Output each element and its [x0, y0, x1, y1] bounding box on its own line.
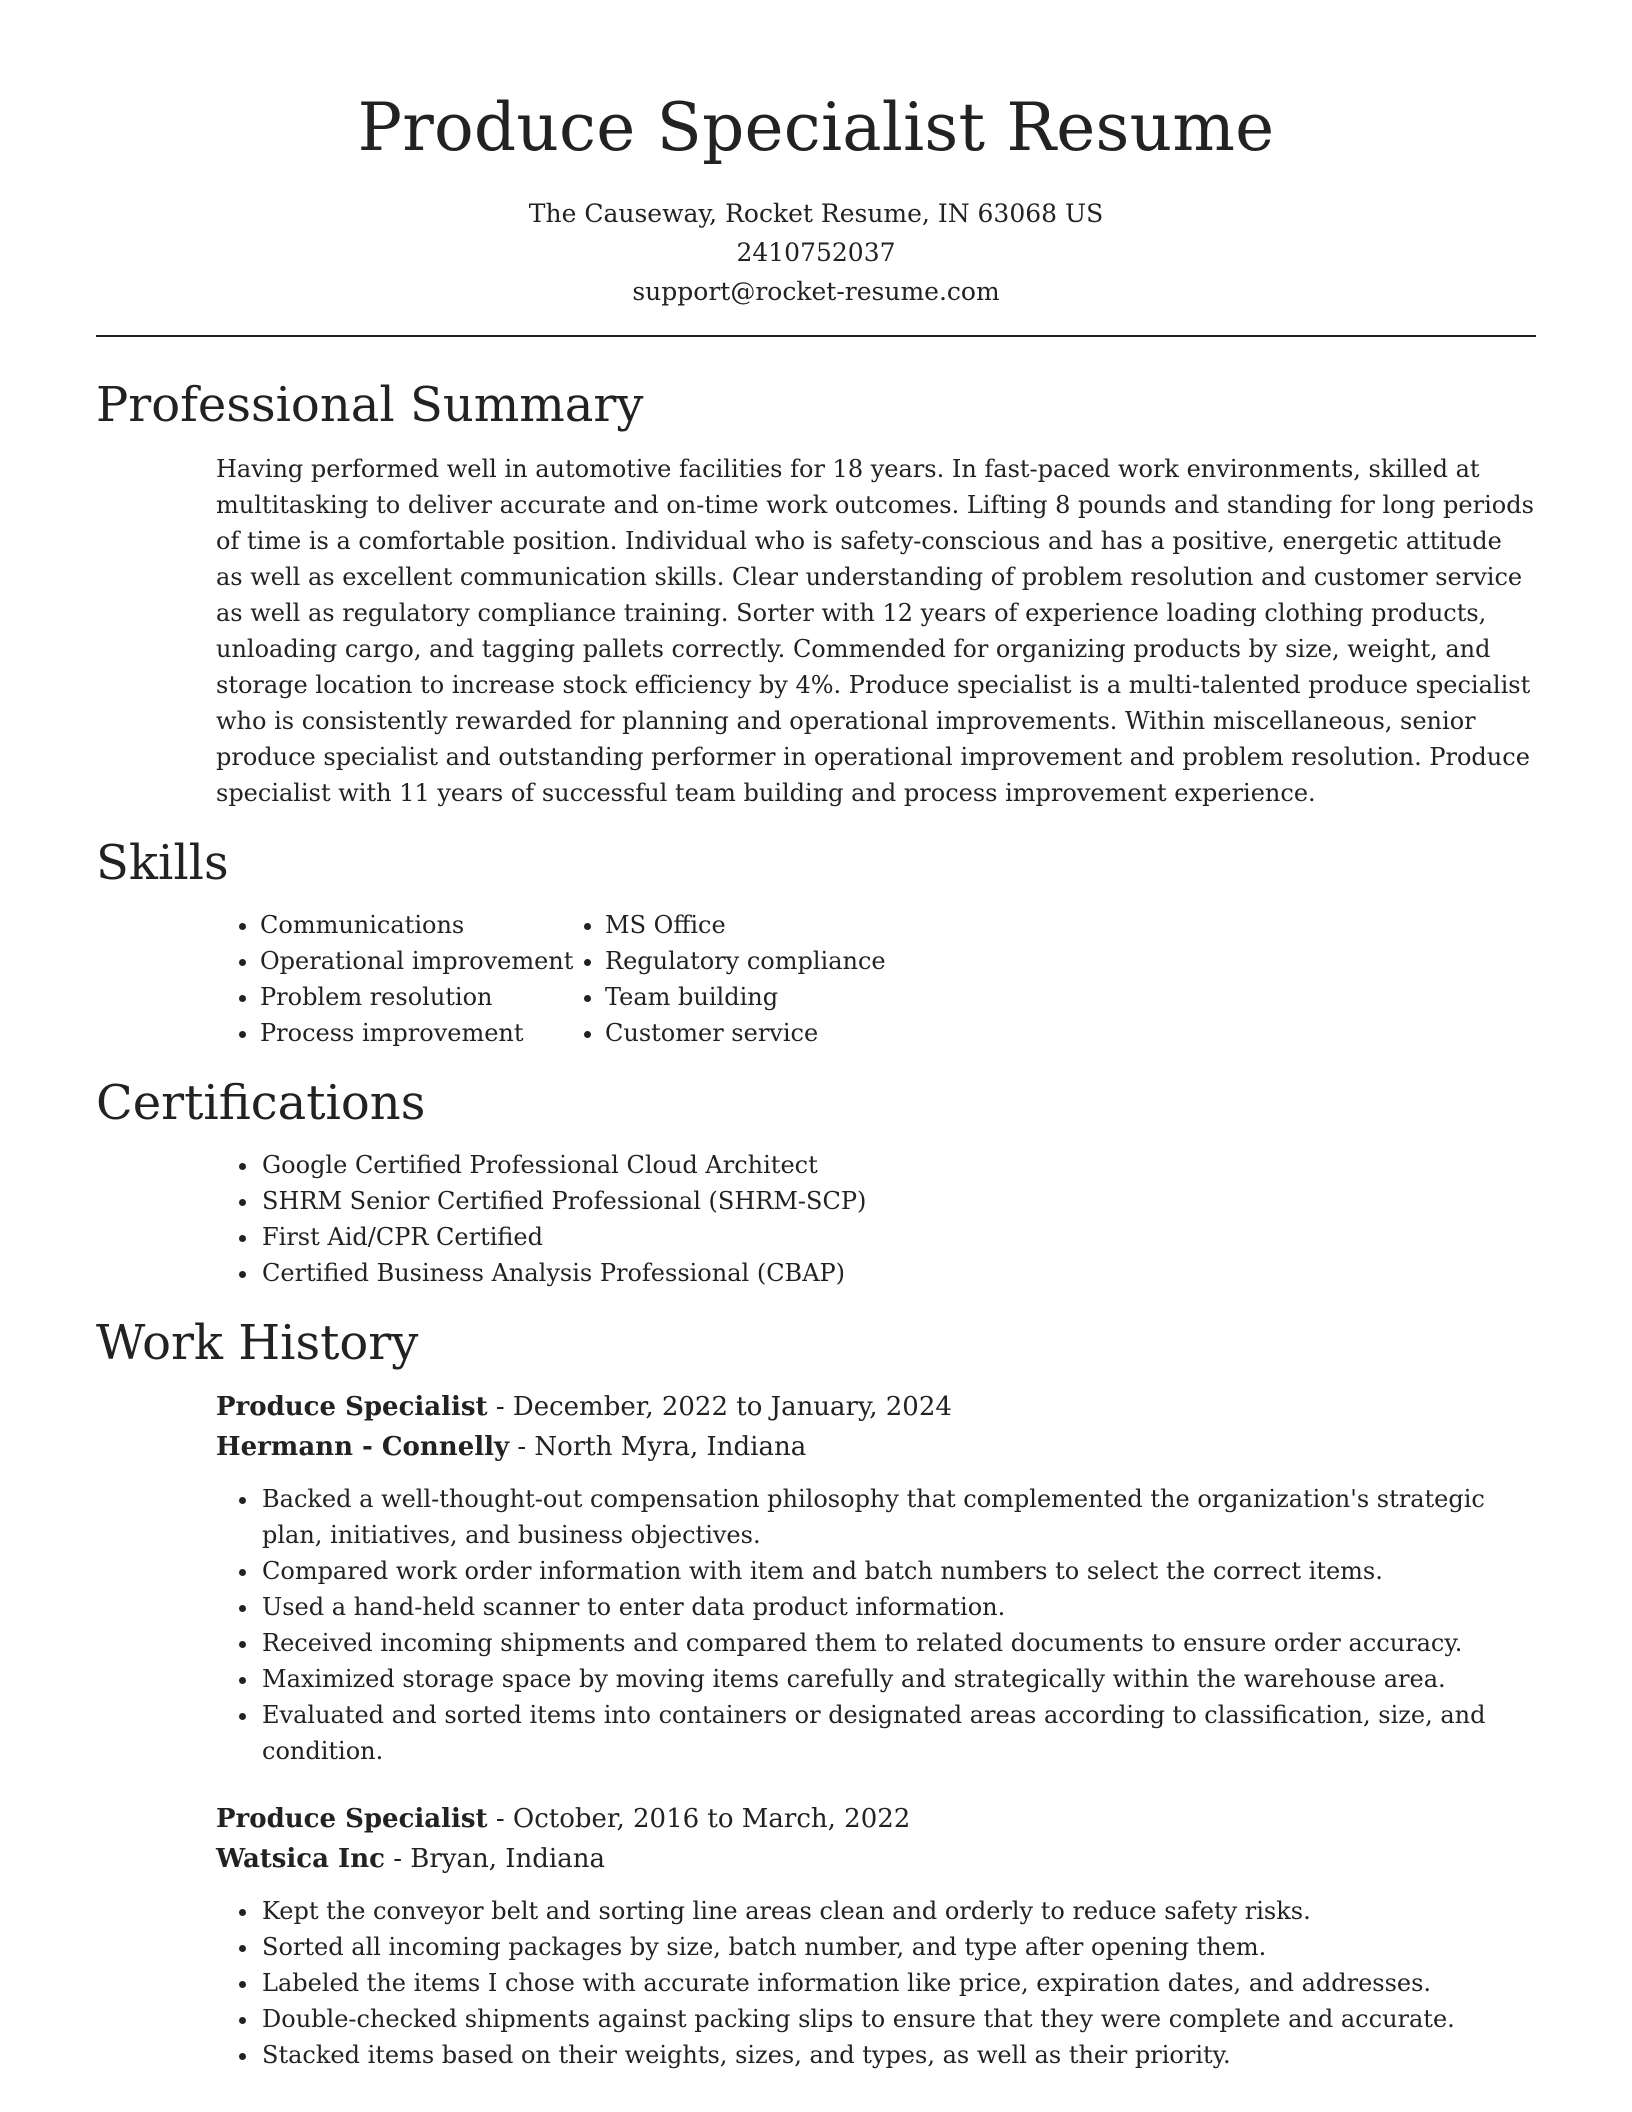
- job-bullet: • Backed a well-thought-out compensation philosophy that complemented the organization's strategic plan, initiatives, and business objectives.: [260, 1481, 1536, 1553]
- summary-heading: Professional Summary: [96, 377, 644, 433]
- skill-item: • Customer service: [605, 1015, 886, 1051]
- skills-heading: Skills: [96, 835, 229, 891]
- job-location: - Bryan, Indiana: [384, 1844, 605, 1874]
- job-bullet: • Kept the conveyor belt and sorting line areas clean and orderly to reduce safety risks.: [260, 1893, 1536, 1929]
- skill-item: • Process improvement: [260, 1015, 581, 1051]
- job-entry: [216, 1799, 1536, 2073]
- job-bullet: • Received incoming shipments and compared them to related documents to ensure order accuracy.: [260, 1625, 1536, 1661]
- skills-list-left: [96, 907, 581, 1051]
- job-company-line: [216, 1839, 1536, 1879]
- job-title: Produce Specialist: [216, 1804, 488, 1834]
- certification-item: • First Aid/CPR Certified: [260, 1219, 1536, 1255]
- job-dates: - October, 2016 to March, 2022: [487, 1804, 911, 1834]
- address-text: The Causeway, Rocket Resume, IN 63068 US: [528, 199, 1104, 228]
- certifications-section: [96, 1073, 1536, 1291]
- job-bullet: • Labeled the items I chose with accurate information like price, expiration dates, and addresses.: [260, 1965, 1536, 2001]
- job-location: - North Myra, Indiana: [509, 1432, 807, 1462]
- skill-item: • MS Office: [605, 907, 886, 943]
- summary-section: [96, 375, 1536, 811]
- job-bullets: [216, 1893, 1536, 2073]
- contact-block: [0, 194, 1632, 311]
- skills-grid: [96, 907, 1536, 1051]
- skill-item: • Regulatory compliance: [605, 943, 886, 979]
- summary-text: Having performed well in automotive facilities for 18 years. In fast-paced work environments, skilled at multitasking to deliver accurate and on-time work outcomes. Lifting 8 pounds and standing for long periods of time is a comfortable position. Individual who is safety-conscious and has a positive, energetic attitude as well as excellent communication skills. Clear understanding of problem resolution and customer service as well as regulatory compliance training. Sorter with 12 years of experience loading clothing products, unloading cargo, and tagging pallets correctly. Commended for organizing products by size, weight, and storage location to increase stock efficiency by 4%. Produce specialist is a multi-talented produce specialist who is consistently rewarded for planning and operational improvements. Within miscellaneous, senior produce specialist and outstanding performer in operational improvement and problem resolution. Produce specialist with 11 years of successful team building and process improvement experience.: [216, 455, 1534, 807]
- skills-section: [96, 833, 1536, 1051]
- job-bullet: • Used a hand-held scanner to enter data product information.: [260, 1589, 1536, 1625]
- job-bullet: • Double-checked shipments against packing slips to ensure that they were complete and accurate.: [260, 2001, 1536, 2037]
- job-bullet: • Evaluated and sorted items into containers or designated areas according to classification, size, and condition.: [260, 1697, 1536, 1769]
- job-title-line: [216, 1387, 1536, 1427]
- job-bullet: • Maximized storage space by moving items carefully and strategically within the warehouse area.: [260, 1661, 1536, 1697]
- certification-item: • Certified Business Analysis Professional (CBAP): [260, 1255, 1536, 1291]
- header-divider: [96, 335, 1536, 337]
- certifications-heading: Certifications: [96, 1075, 426, 1131]
- page-title: Produce Specialist Resume: [357, 89, 1275, 166]
- skills-list-right: [581, 907, 886, 1051]
- job-title: Produce Specialist: [216, 1392, 488, 1422]
- job-title-line: [216, 1799, 1536, 1839]
- job-company: Hermann - Connelly: [216, 1432, 510, 1462]
- skill-item: • Team building: [605, 979, 886, 1015]
- job-bullet: • Compared work order information with item and batch numbers to select the correct items.: [260, 1553, 1536, 1589]
- certification-item: • SHRM Senior Certified Professional (SHRM-SCP): [260, 1183, 1536, 1219]
- job-company-line: [216, 1427, 1536, 1467]
- skill-item: • Communications: [260, 907, 581, 943]
- skill-item: • Problem resolution: [260, 979, 581, 1015]
- certification-item: • Google Certified Professional Cloud Architect: [260, 1147, 1536, 1183]
- skill-item: • Operational improvement: [260, 943, 581, 979]
- job-bullet: • Stacked items based on their weights, sizes, and types, as well as their priority.: [260, 2037, 1536, 2073]
- work-history-heading: Work History: [96, 1315, 419, 1371]
- work-history-section: [96, 1313, 1536, 2073]
- email-text: support@rocket-resume.com: [632, 277, 1000, 306]
- job-dates: - December, 2022 to January, 2024: [487, 1392, 952, 1422]
- job-bullets: [216, 1481, 1536, 1769]
- certifications-list: [96, 1147, 1536, 1291]
- job-entry: [216, 1387, 1536, 1769]
- job-bullet: • Sorted all incoming packages by size, batch number, and type after opening them.: [260, 1929, 1536, 1965]
- resume-header: [0, 0, 1632, 311]
- phone-text: 2410752037: [736, 238, 896, 267]
- job-company: Watsica Inc: [216, 1844, 385, 1874]
